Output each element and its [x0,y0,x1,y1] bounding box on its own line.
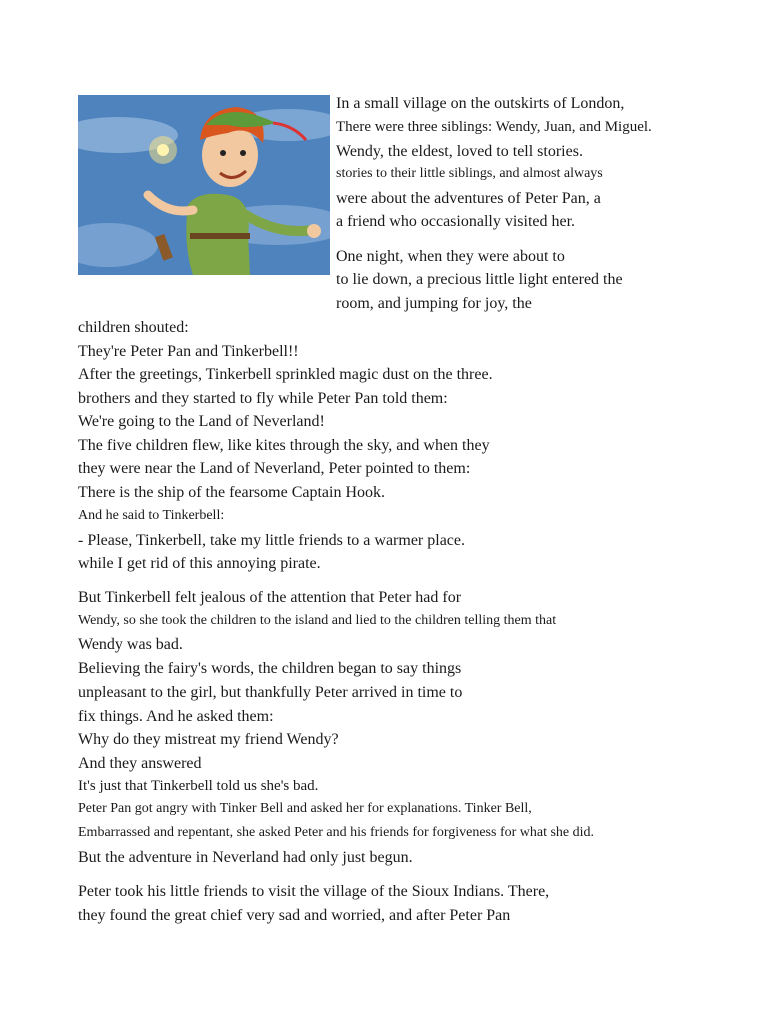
story-line: to lie down, a precious little light entered the [336,271,623,288]
story-line: One night, when they were about to [336,248,565,265]
story-line: Embarrassed and repentant, she asked Peter and his friends for forgiveness for what she did. [78,825,595,840]
story-line: But Tinkerbell felt jealous of the attention that Peter had for [78,589,462,606]
story-line: room, and jumping for joy, the [336,295,532,312]
story-line: It's just that Tinkerbell told us she's bad. [78,778,319,794]
story-line: Believing the fairy's words, the children began to say things [78,660,462,677]
story-line: There were three siblings: Wendy, Juan, and Miguel. [336,119,652,135]
story-line: they found the great chief very sad and worried, and after Peter Pan [78,907,511,924]
story-line: while I get rid of this annoying pirate. [78,555,321,572]
story-line: They're Peter Pan and Tinkerbell!! [78,343,299,360]
story-line: were about the adventures of Peter Pan, a [336,190,601,207]
story-line: And he said to Tinkerbell: [78,508,225,523]
story-line: they were near the Land of Neverland, Peter pointed to them: [78,460,471,477]
story-line: Wendy was bad. [78,636,183,653]
story-line: fix things. And he asked them: [78,708,274,725]
story-line: stories to their little siblings, and almost always [336,166,603,181]
story-line: a friend who occasionally visited her. [336,213,576,230]
story-line: Peter Pan got angry with Tinker Bell and asked her for explanations. Tinker Bell, [78,801,532,816]
story-line: But the adventure in Neverland had only just begun. [78,849,413,866]
story-line: brothers and they started to fly while Peter Pan told them: [78,390,448,407]
story-line: Why do they mistreat my friend Wendy? [78,731,339,748]
story-line: Peter took his little friends to visit the village of the Sioux Indians. There, [78,883,550,900]
story-line: And they answered [78,755,202,772]
story-line: There is the ship of the fearsome Captain Hook. [78,484,386,501]
story-line: After the greetings, Tinkerbell sprinkled magic dust on the three. [78,366,493,383]
story-line: The five children flew, like kites through the sky, and when they [78,437,490,454]
peter-pan-icon [78,95,330,275]
story-line: Wendy, so she took the children to the island and lied to the children telling them that [78,613,557,628]
story-line: In a small village on the outskirts of London, [336,95,625,112]
story-line: unpleasant to the girl, but thankfully Peter arrived in time to [78,684,463,701]
story-line: - Please, Tinkerbell, take my little friends to a warmer place. [78,532,465,549]
story-line: children shouted: [78,319,189,336]
story-line: We're going to the Land of Neverland! [78,413,325,430]
story-line: Wendy, the eldest, loved to tell stories. [336,143,583,160]
peter-pan-illustration [78,95,330,275]
